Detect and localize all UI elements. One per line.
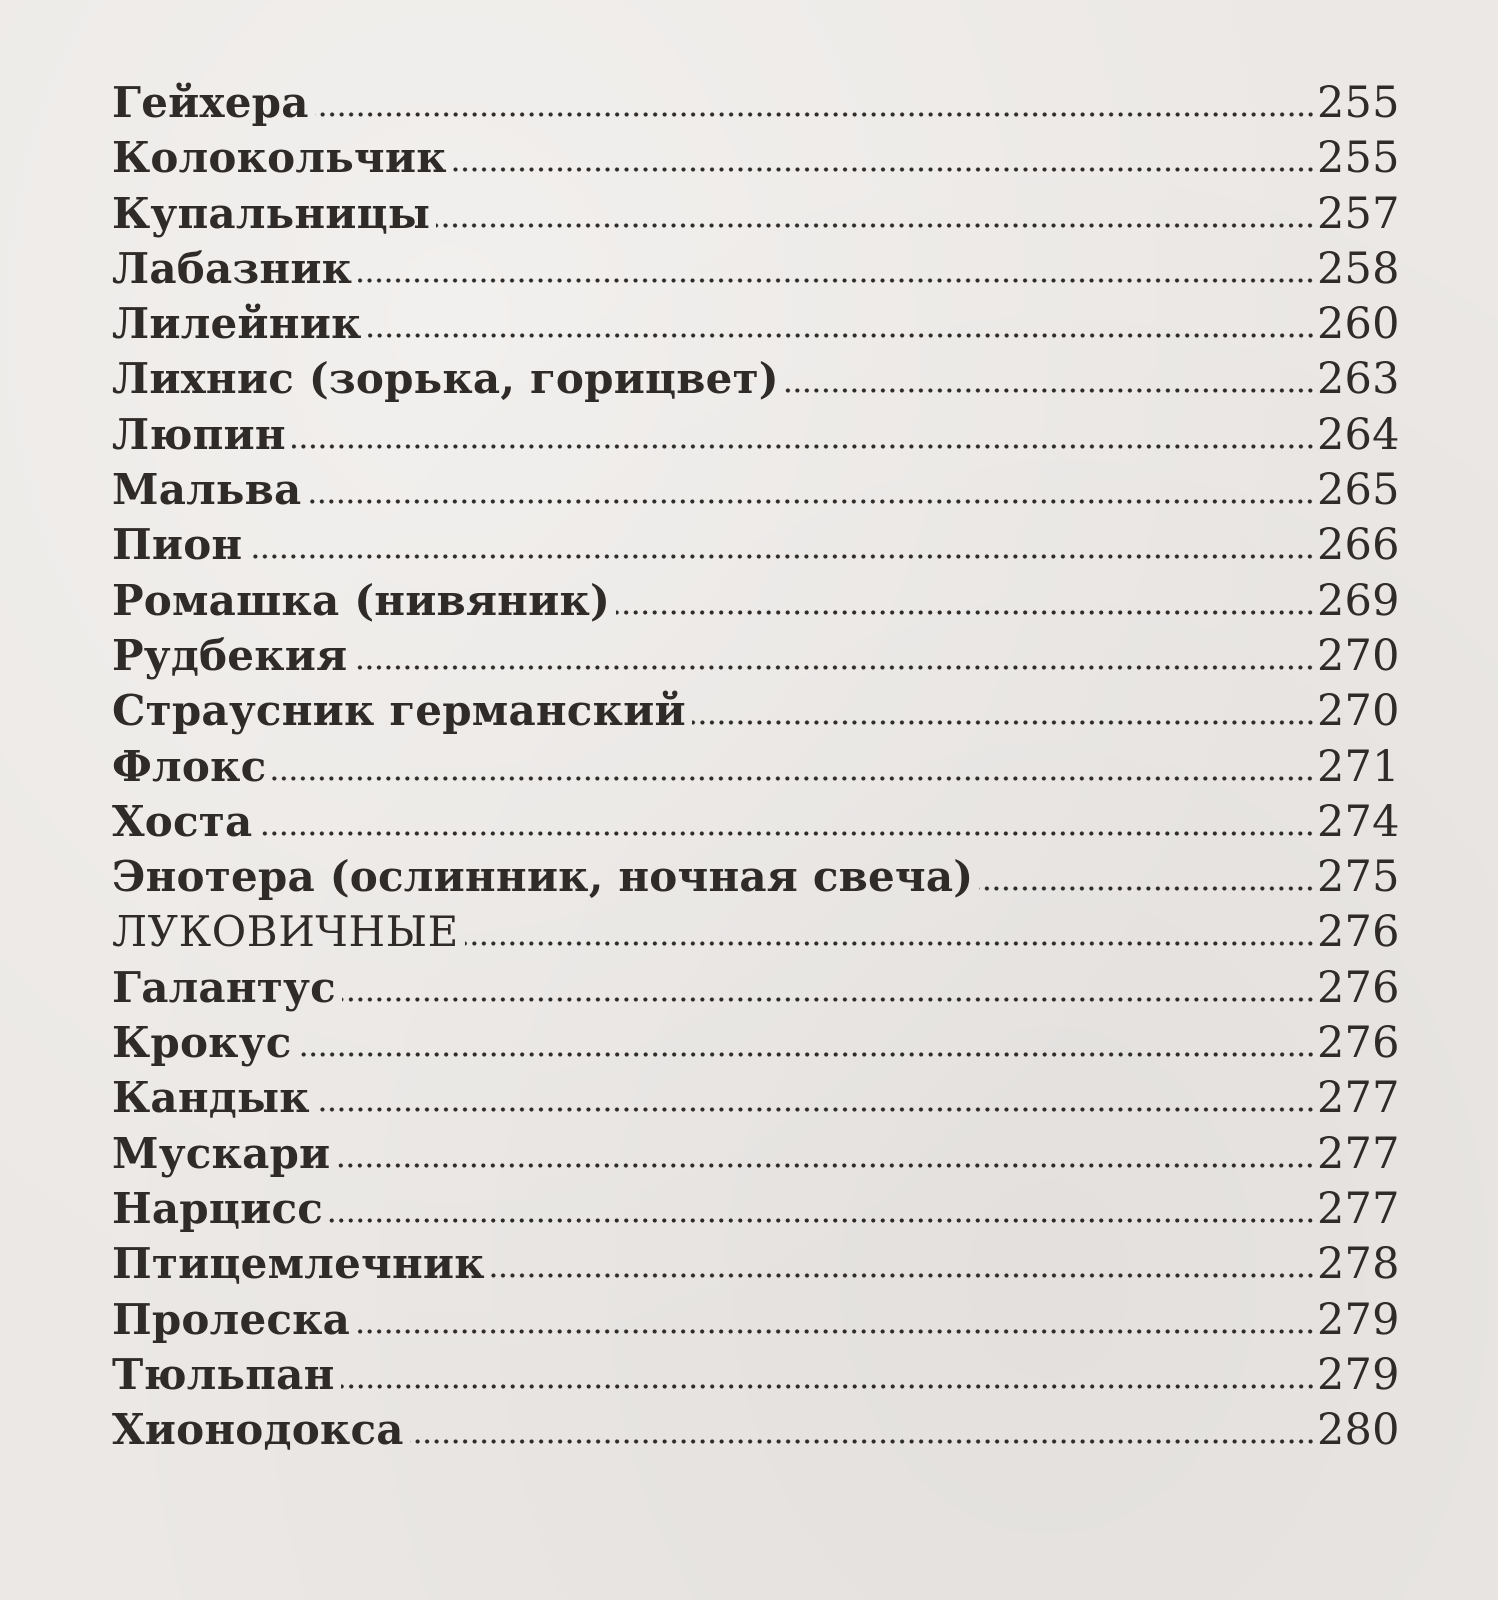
dot-leader <box>341 1384 1315 1389</box>
toc-entry <box>112 189 1399 244</box>
toc-entry <box>112 742 1399 797</box>
toc-entry <box>112 465 1399 520</box>
toc-entry-title: Мускари <box>112 1128 331 1178</box>
dot-leader <box>342 997 1315 1002</box>
toc-entry-page: 270 <box>1317 686 1400 737</box>
toc-entry <box>112 963 1399 1018</box>
dot-leader <box>292 444 1315 449</box>
toc-entry-page: 265 <box>1317 465 1400 516</box>
dot-leader <box>358 278 1315 283</box>
toc-entry-page: 277 <box>1317 1183 1400 1234</box>
toc-entry <box>112 797 1399 852</box>
toc-entry-page: 255 <box>1317 78 1400 128</box>
toc-entry-title: Лабазник <box>112 243 353 293</box>
toc-entry-title: Колокольчик <box>112 133 447 183</box>
toc-entry-page: 275 <box>1317 852 1400 903</box>
toc-entry-title: Мальва <box>112 465 302 515</box>
toc-entry-page: 280 <box>1317 1405 1400 1456</box>
toc-entry-page: 270 <box>1317 630 1400 681</box>
toc-entry-title: Энотера (ослинник, ночная свеча) <box>112 852 974 902</box>
dot-leader <box>307 499 1315 504</box>
toc-entry-page: 258 <box>1317 243 1400 294</box>
toc-entry-page: 279 <box>1317 1349 1400 1400</box>
dot-leader <box>979 886 1315 891</box>
dot-leader <box>491 1273 1315 1278</box>
toc-entry <box>112 1018 1399 1073</box>
toc-entry-title: Ромашка (нивяник) <box>112 575 611 625</box>
dot-leader <box>616 610 1315 615</box>
dot-leader <box>453 167 1315 172</box>
dot-leader <box>785 388 1315 393</box>
toc-entry-page: 263 <box>1317 354 1400 405</box>
toc-entry-page: 276 <box>1317 1018 1400 1069</box>
toc-section-heading <box>112 907 1399 962</box>
toc-entry-page: 271 <box>1317 741 1400 792</box>
dot-leader <box>258 831 1315 836</box>
toc-entry-title: Купальницы <box>112 188 431 238</box>
toc-entry-page: 257 <box>1317 188 1400 239</box>
toc-entry <box>112 520 1399 575</box>
toc-entry <box>112 244 1399 299</box>
toc-entry-title: Тюльпан <box>112 1349 335 1399</box>
toc-entry-page: 274 <box>1317 796 1400 847</box>
toc-entry <box>112 576 1399 631</box>
dot-leader <box>465 941 1315 946</box>
toc-entry-page: 260 <box>1317 299 1400 350</box>
dot-leader <box>353 665 1315 670</box>
toc-entry-page: 277 <box>1317 1073 1400 1124</box>
toc-entry-title: Крокус <box>112 1018 292 1068</box>
dot-leader <box>356 1329 1315 1334</box>
toc-entry-title: Хоста <box>112 796 253 846</box>
dot-leader <box>336 1163 1315 1168</box>
toc-entry <box>112 1239 1399 1294</box>
toc-entry-page: 276 <box>1317 962 1400 1013</box>
toc-entry <box>112 1073 1399 1128</box>
toc-entry-title: Пролеска <box>112 1294 351 1344</box>
toc-section-title: ЛУКОВИЧНЫЕ <box>112 907 459 957</box>
dot-leader <box>316 1107 1315 1112</box>
dot-leader <box>692 720 1315 725</box>
toc-entry-page: 278 <box>1317 1239 1400 1290</box>
toc-entry <box>112 1129 1399 1184</box>
dot-leader <box>272 776 1315 781</box>
toc-entry-title: Лилейник <box>112 299 362 349</box>
dot-leader <box>315 112 1315 117</box>
toc-entry-title: Хионодокса <box>112 1405 404 1455</box>
toc-entry-title: Пион <box>112 520 243 570</box>
toc-entry-title: Кандык <box>112 1073 310 1123</box>
toc-entry-title: Флокс <box>112 741 267 791</box>
toc-entry <box>112 354 1399 409</box>
toc-entry-title: Нарцисс <box>112 1183 323 1233</box>
toc-entry <box>112 1184 1399 1239</box>
dot-leader <box>436 223 1315 228</box>
toc-entry <box>112 1295 1399 1350</box>
dot-leader <box>329 1218 1315 1223</box>
dot-leader <box>248 554 1315 559</box>
table-of-contents <box>112 78 1399 1460</box>
toc-entry <box>112 631 1399 686</box>
dot-leader <box>368 333 1315 338</box>
toc-entry-title: Страусник германский <box>112 686 686 736</box>
toc-entry-title: Лихнис (зорька, горицвет) <box>112 354 779 404</box>
toc-entry-title: Птицемлечник <box>112 1239 485 1289</box>
toc-entry-title: Гейхера <box>112 78 309 127</box>
toc-entry-page: 279 <box>1317 1294 1400 1345</box>
toc-entry <box>112 852 1399 907</box>
toc-entry-page: 277 <box>1317 1128 1400 1179</box>
toc-entry-page: 255 <box>1317 133 1400 184</box>
toc-entry <box>112 78 1399 133</box>
toc-entry <box>112 133 1399 188</box>
toc-entry-title: Рудбекия <box>112 630 348 680</box>
toc-entry-page: 276 <box>1317 907 1400 958</box>
toc-entry <box>112 299 1399 354</box>
toc-entry-title: Люпин <box>112 409 286 459</box>
toc-entry <box>112 1405 1399 1460</box>
toc-entry-page: 269 <box>1317 575 1400 626</box>
toc-entry <box>112 686 1399 741</box>
toc-entry-title: Галантус <box>112 962 336 1012</box>
toc-entry <box>112 410 1399 465</box>
toc-entry-page: 266 <box>1317 520 1400 571</box>
toc-entry-page: 264 <box>1317 409 1400 460</box>
dot-leader <box>410 1439 1315 1444</box>
toc-entry <box>112 1350 1399 1405</box>
dot-leader <box>298 1052 1315 1057</box>
